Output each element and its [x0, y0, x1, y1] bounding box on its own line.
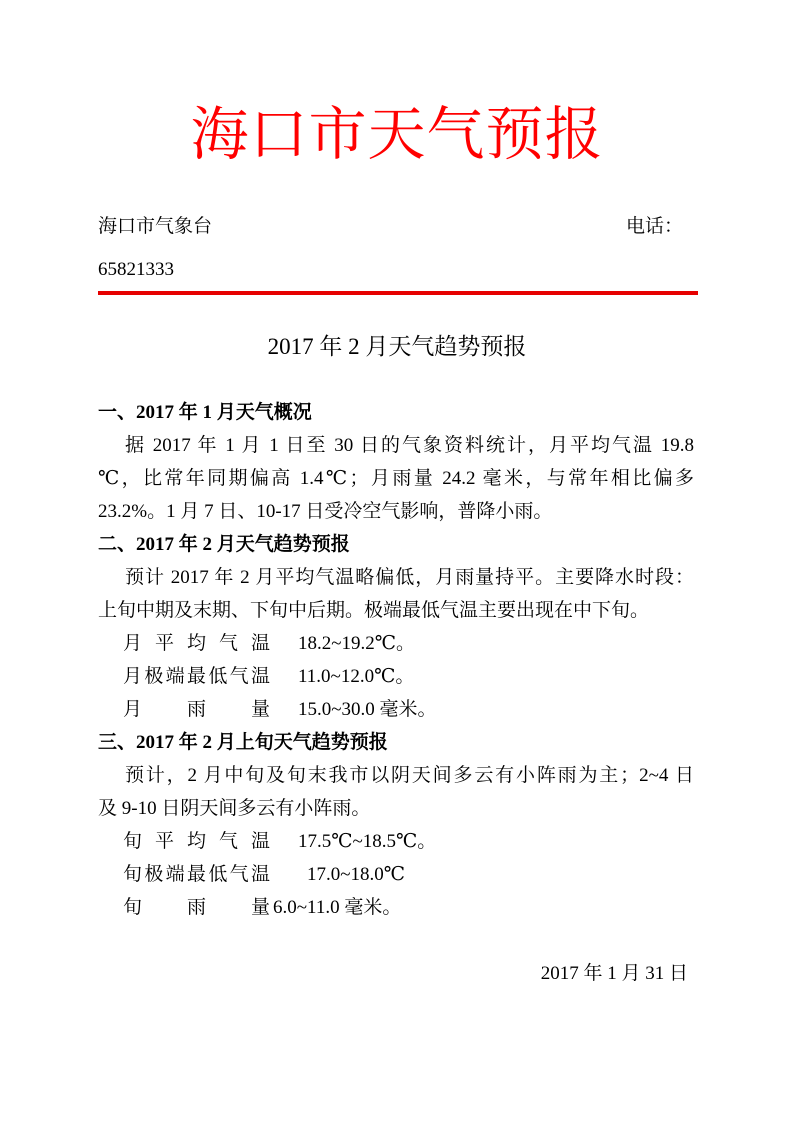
section-2-heading: 二、2017 年 2 月天气趋势预报	[98, 534, 350, 555]
section-3-paragraph-line: 预计，2 月中旬及旬末我市以阴天间多云有小阵雨为主；2~4 日	[125, 765, 694, 786]
stat-label: 月极端最低气温	[123, 666, 270, 687]
section-1-heading: 一、2017 年 1 月天气概况	[98, 402, 312, 423]
stat-row-month-rainfall	[98, 693, 694, 726]
stat-label: 旬平均气温	[123, 831, 270, 852]
stat-value: 17.5℃~18.5℃。	[298, 831, 437, 852]
agency-name: 海口市气象台	[98, 216, 213, 237]
header-meta-row	[98, 214, 694, 240]
section-1-paragraph-line: 据 2017 年 1 月 1 日至 30 日的气象资料统计，月平均气温 19.8	[125, 435, 694, 456]
stat-value: 6.0~11.0 毫米。	[273, 897, 402, 918]
stat-row-decade-extreme-min-temp	[98, 858, 694, 891]
blank-line	[98, 924, 694, 957]
section-3-paragraph-line: 及 9-10 日阴天间多云有小阵雨。	[98, 798, 371, 819]
stat-label: 月平均气温	[123, 633, 270, 654]
stat-row-month-extreme-min-temp	[98, 660, 694, 693]
report-body	[98, 396, 694, 990]
stat-value: 18.2~19.2℃。	[298, 633, 416, 654]
stat-label: 旬极端最低气温	[123, 864, 270, 885]
stat-row-decade-rainfall	[98, 891, 694, 924]
header-rule-divider	[98, 291, 698, 295]
phone-label: 电话：	[625, 216, 683, 237]
stat-label: 旬雨量	[123, 897, 270, 918]
stat-value: 11.0~12.0℃。	[298, 666, 415, 687]
section-2-paragraph-line: 上旬中期及末期、下旬中后期。极端最低气温主要出现在中下旬。	[98, 600, 650, 621]
document-title: 海口市天气预报	[190, 102, 604, 167]
section-2-paragraph-line: 预计 2017 年 2 月平均气温略偏低，月雨量持平。主要降水时段：	[125, 567, 694, 588]
section-1-paragraph-line: ℃，比常年同期偏高 1.4℃；月雨量 24.2 毫米，与常年相比偏多	[98, 468, 694, 489]
stat-row-month-avg-temp	[98, 627, 694, 660]
phone-number: 65821333	[98, 259, 174, 280]
stat-value: 15.0~30.0 毫米。	[298, 699, 437, 720]
stat-value: 17.0~18.0℃	[307, 864, 406, 885]
stat-row-decade-avg-temp	[98, 825, 694, 858]
section-3-heading: 三、2017 年 2 月上旬天气趋势预报	[98, 732, 388, 753]
section-1-paragraph-line: 23.2%。1 月 7 日、10-17 日受冷空气影响，普降小雨。	[98, 501, 553, 522]
report-title: 2017 年 2 月天气趋势预报	[267, 334, 527, 359]
report-date: 2017 年 1 月 31 日	[540, 963, 688, 984]
stat-label: 月雨量	[123, 699, 270, 720]
